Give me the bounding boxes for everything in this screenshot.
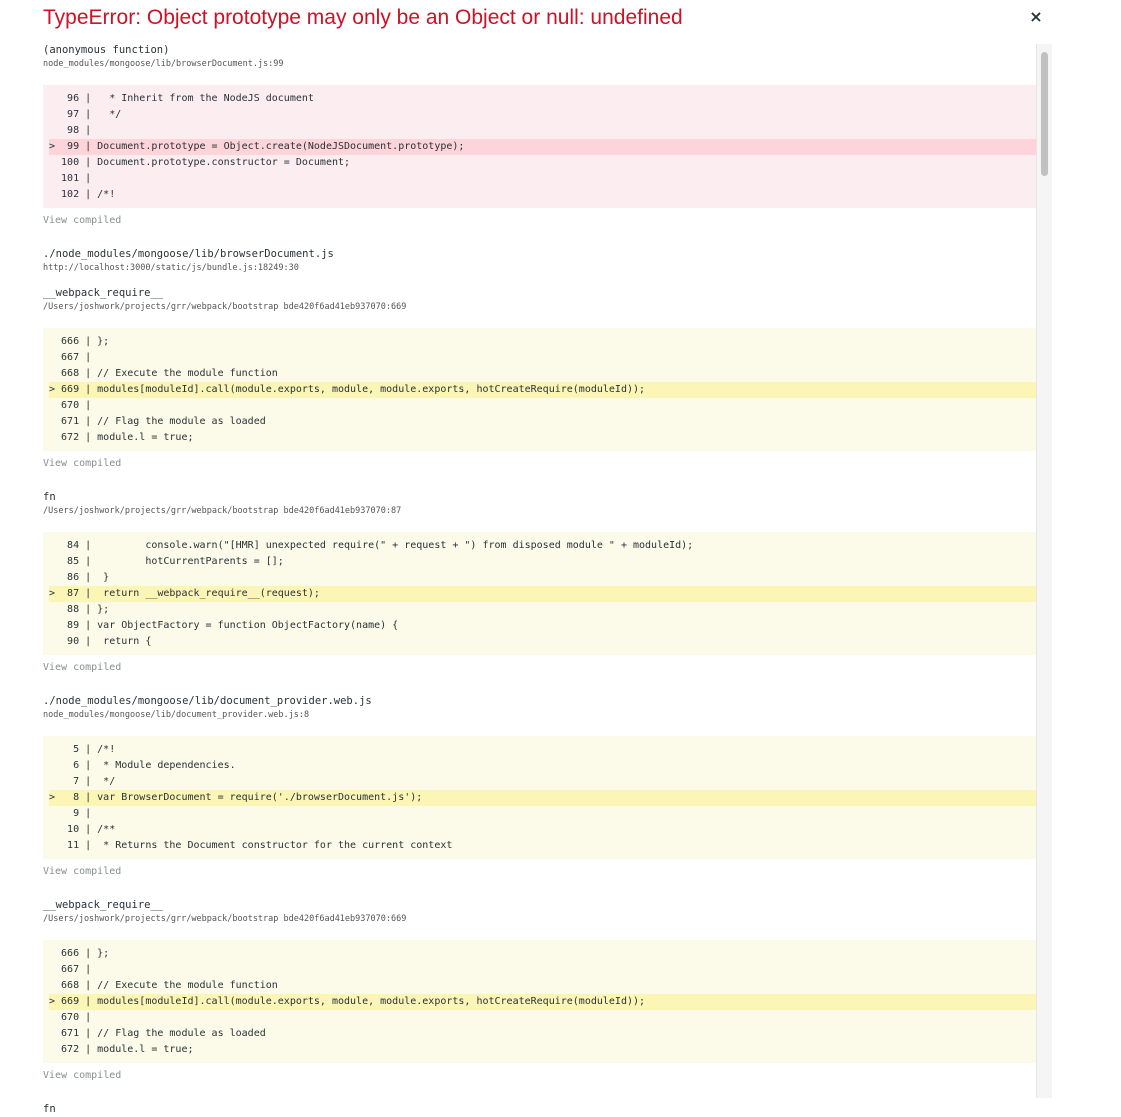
frame-file-location: node_modules/mongoose/lib/browserDocument.js:99 (43, 59, 284, 69)
stack-frame (43, 43, 1036, 247)
stack-frame (43, 694, 1036, 898)
code-line: 6 | * Module dependencies. (49, 760, 236, 771)
stack-frame (43, 1102, 1036, 1117)
highlighted-code-line: > 669 | modules[moduleId].call(module.exports, module, module.exports, hotCreateRequire(moduleId)); (49, 382, 1036, 398)
view-compiled-link[interactable]: View compiled (43, 458, 122, 469)
stack-frame (43, 286, 1036, 490)
code-line: 10 | /** (49, 824, 116, 835)
code-snippet (43, 85, 1036, 208)
code-line: 672 | module.l = true; (49, 432, 194, 443)
highlighted-code-line: > 8 | var BrowserDocument = require('./browserDocument.js'); (49, 790, 1036, 806)
code-line: 89 | var ObjectFactory = function ObjectFactory(name) { (49, 620, 399, 631)
code-line: 9 | (49, 808, 92, 819)
code-line: 670 | (49, 400, 92, 411)
code-line: 102 | /*! (49, 189, 116, 200)
code-line: 5 | /*! (49, 744, 116, 755)
frame-file-location: node_modules/mongoose/lib/document_provider.web.js:8 (43, 710, 310, 720)
frame-file-location: /Users/joshwork/projects/grr/webpack/bootstrap bde420f6ad41eb937070:669 (43, 914, 407, 924)
code-line: 672 | module.l = true; (49, 1044, 194, 1055)
view-compiled-link[interactable]: View compiled (43, 662, 122, 673)
highlighted-code-line: > 99 | Document.prototype = Object.create(NodeJSDocument.prototype); (49, 139, 1036, 155)
code-line: 85 | hotCurrentParents = []; (49, 556, 284, 567)
stack-trace (43, 43, 1036, 1117)
code-line: 667 | (49, 352, 92, 363)
vertical-scrollbar[interactable] (1036, 44, 1052, 1098)
code-line: 667 | (49, 964, 92, 975)
frame-function-name: __webpack_require__ (43, 899, 164, 911)
frame-function-name: __webpack_require__ (43, 287, 164, 299)
code-line: 668 | // Execute the module function (49, 368, 278, 379)
code-snippet (43, 532, 1036, 655)
view-compiled-link[interactable]: View compiled (43, 1070, 122, 1081)
frame-function-name: fn (43, 491, 56, 503)
code-line: 90 | return { (49, 636, 152, 647)
code-line: 11 | * Returns the Document constructor for the current context (49, 840, 453, 851)
highlighted-code-line: > 669 | modules[moduleId].call(module.exports, module, module.exports, hotCreateRequire(moduleId)); (49, 994, 1036, 1010)
code-line: 101 | (49, 173, 92, 184)
stack-frame (43, 898, 1036, 1102)
code-line: 88 | }; (49, 604, 110, 615)
code-line: 670 | (49, 1012, 92, 1023)
code-line: 668 | // Execute the module function (49, 980, 278, 991)
code-snippet (43, 328, 1036, 451)
code-line: 7 | */ (49, 776, 116, 787)
frame-function-name: ./node_modules/mongoose/lib/browserDocument.js (43, 248, 334, 260)
code-line: 84 | console.warn("[HMR] unexpected require(" + request + ") from disposed module " + moduleId); (49, 540, 694, 551)
code-line: 666 | }; (49, 948, 110, 959)
highlighted-code-line: > 87 | return __webpack_require__(request); (49, 586, 1036, 602)
error-title: TypeError: Object prototype may only be an Object or null: undefined (43, 6, 683, 29)
code-snippet (43, 940, 1036, 1063)
frame-function-name: ./node_modules/mongoose/lib/document_provider.web.js (43, 695, 372, 707)
view-compiled-link[interactable]: View compiled (43, 866, 122, 877)
code-line: 100 | Document.prototype.constructor = Document; (49, 157, 351, 168)
code-line: 96 | * Inherit from the NodeJS document (49, 93, 314, 104)
code-line: 666 | }; (49, 336, 110, 347)
code-line: 98 | (49, 125, 92, 136)
code-line: 671 | // Flag the module as loaded (49, 416, 266, 427)
code-line: 671 | // Flag the module as loaded (49, 1028, 266, 1039)
frame-function-name: (anonymous function) (43, 44, 170, 56)
scrollbar-thumb[interactable] (1041, 52, 1048, 176)
close-button[interactable]: × (1029, 7, 1043, 26)
frame-function-name: fn (43, 1103, 56, 1115)
view-compiled-link[interactable]: View compiled (43, 215, 122, 226)
code-line: 86 | } (49, 572, 110, 583)
frame-file-location: /Users/joshwork/projects/grr/webpack/bootstrap bde420f6ad41eb937070:669 (43, 302, 407, 312)
stack-frame (43, 490, 1036, 694)
code-line: 97 | */ (49, 109, 122, 120)
frame-file-location: http://localhost:3000/static/js/bundle.js:18249:30 (43, 263, 299, 273)
code-snippet (43, 736, 1036, 859)
stack-frame (43, 247, 1036, 274)
frame-file-location: /Users/joshwork/projects/grr/webpack/bootstrap bde420f6ad41eb937070:87 (43, 506, 402, 516)
